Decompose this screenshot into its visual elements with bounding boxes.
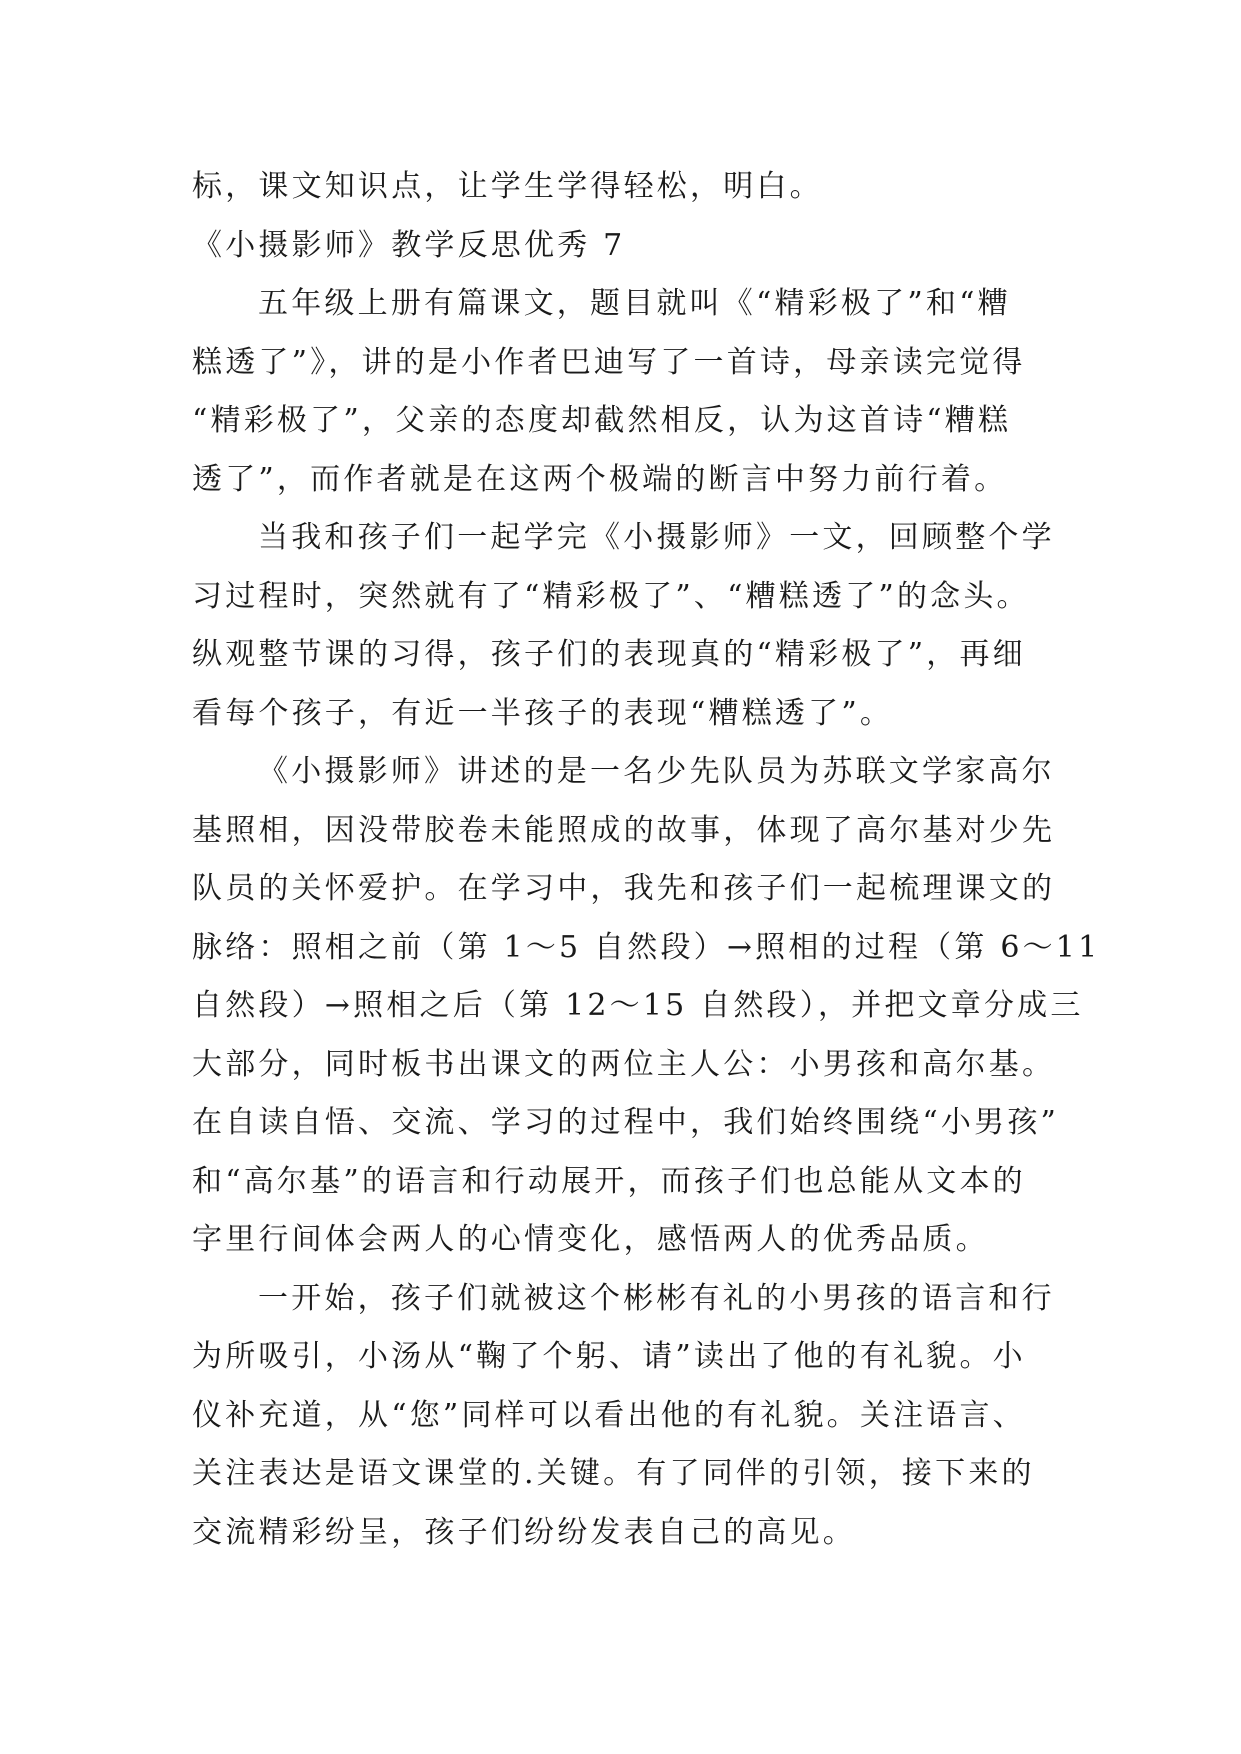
- paragraph-line: 脉络：照相之前（第 1～5 自然段）→照相的过程（第 6～11: [192, 929, 1101, 965]
- paragraph-line: 透了”，而作者就是在这两个极端的断言中努力前行着。: [192, 461, 1008, 497]
- paragraph-line: 在自读自悟、交流、学习的过程中，我们始终围绕“小男孩”: [192, 1105, 1060, 1140]
- paragraph-line: 看每个孩子，有近一半孩子的表现“糟糕透了”。: [192, 695, 894, 731]
- paragraph-line: 自然段）→照相之后（第 12～15 自然段），并把文章分成三: [192, 988, 1084, 1023]
- section-title: 《小摄影师》教学反思优秀 7: [192, 227, 626, 263]
- paragraph-line: 一开始，孩子们就被这个彬彬有礼的小男孩的语言和行: [258, 1280, 1055, 1316]
- paragraph-line: 基照相，因没带胶卷未能照成的故事，体现了高尔基对少先: [192, 812, 1056, 848]
- paragraph-line: 习过程时，突然就有了“精彩极了”、“糟糕透了”的念头。: [192, 578, 1030, 614]
- paragraph-line: 仪补充道，从“您”同样可以看出他的有礼貌。关注语言、: [192, 1397, 1026, 1433]
- paragraph-line: 关注表达是语文课堂的.关键。有了同伴的引领，接下来的: [192, 1456, 1035, 1491]
- paragraph-line: 《小摄影师》讲述的是一名少先队员为苏联文学家高尔: [258, 754, 1055, 789]
- document-body: [192, 158, 1101, 1562]
- paragraph-line: 纵观整节课的习得，孩子们的表现真的“精彩极了”，再细: [192, 637, 1026, 672]
- paragraph-line: 和“高尔基”的语言和行动展开，而孩子们也总能从文本的: [192, 1163, 1026, 1199]
- paragraph-line: “精彩极了”，父亲的态度却截然相反，认为这首诗“糟糕: [192, 403, 1012, 438]
- paragraph-line: 大部分，同时板书出课文的两位主人公：小男孩和高尔基。: [192, 1046, 1056, 1082]
- paragraph-line: 为所吸引，小汤从“鞠了个躬、请”读出了他的有礼貌。小: [192, 1339, 1026, 1374]
- paragraph-line: 字里行间体会两人的心情变化，感悟两人的优秀品质。: [192, 1222, 989, 1257]
- paragraph-line: 队员的关怀爱护。在学习中，我先和孩子们一起梳理课文的: [192, 871, 1056, 906]
- paragraph-line: 糕透了”》，讲的是小作者巴迪写了一首诗，母亲读完觉得: [192, 344, 1026, 380]
- paragraph-line: 标，课文知识点，让学生学得轻松，明白。: [192, 169, 823, 204]
- paragraph-line: 五年级上册有篇课文，题目就叫《“精彩极了”和“糟: [258, 286, 1011, 321]
- paragraph-line: 交流精彩纷呈，孩子们纷纷发表自己的高见。: [192, 1514, 856, 1550]
- paragraph-line: 当我和孩子们一起学完《小摄影师》一文，回顾整个学: [258, 520, 1055, 555]
